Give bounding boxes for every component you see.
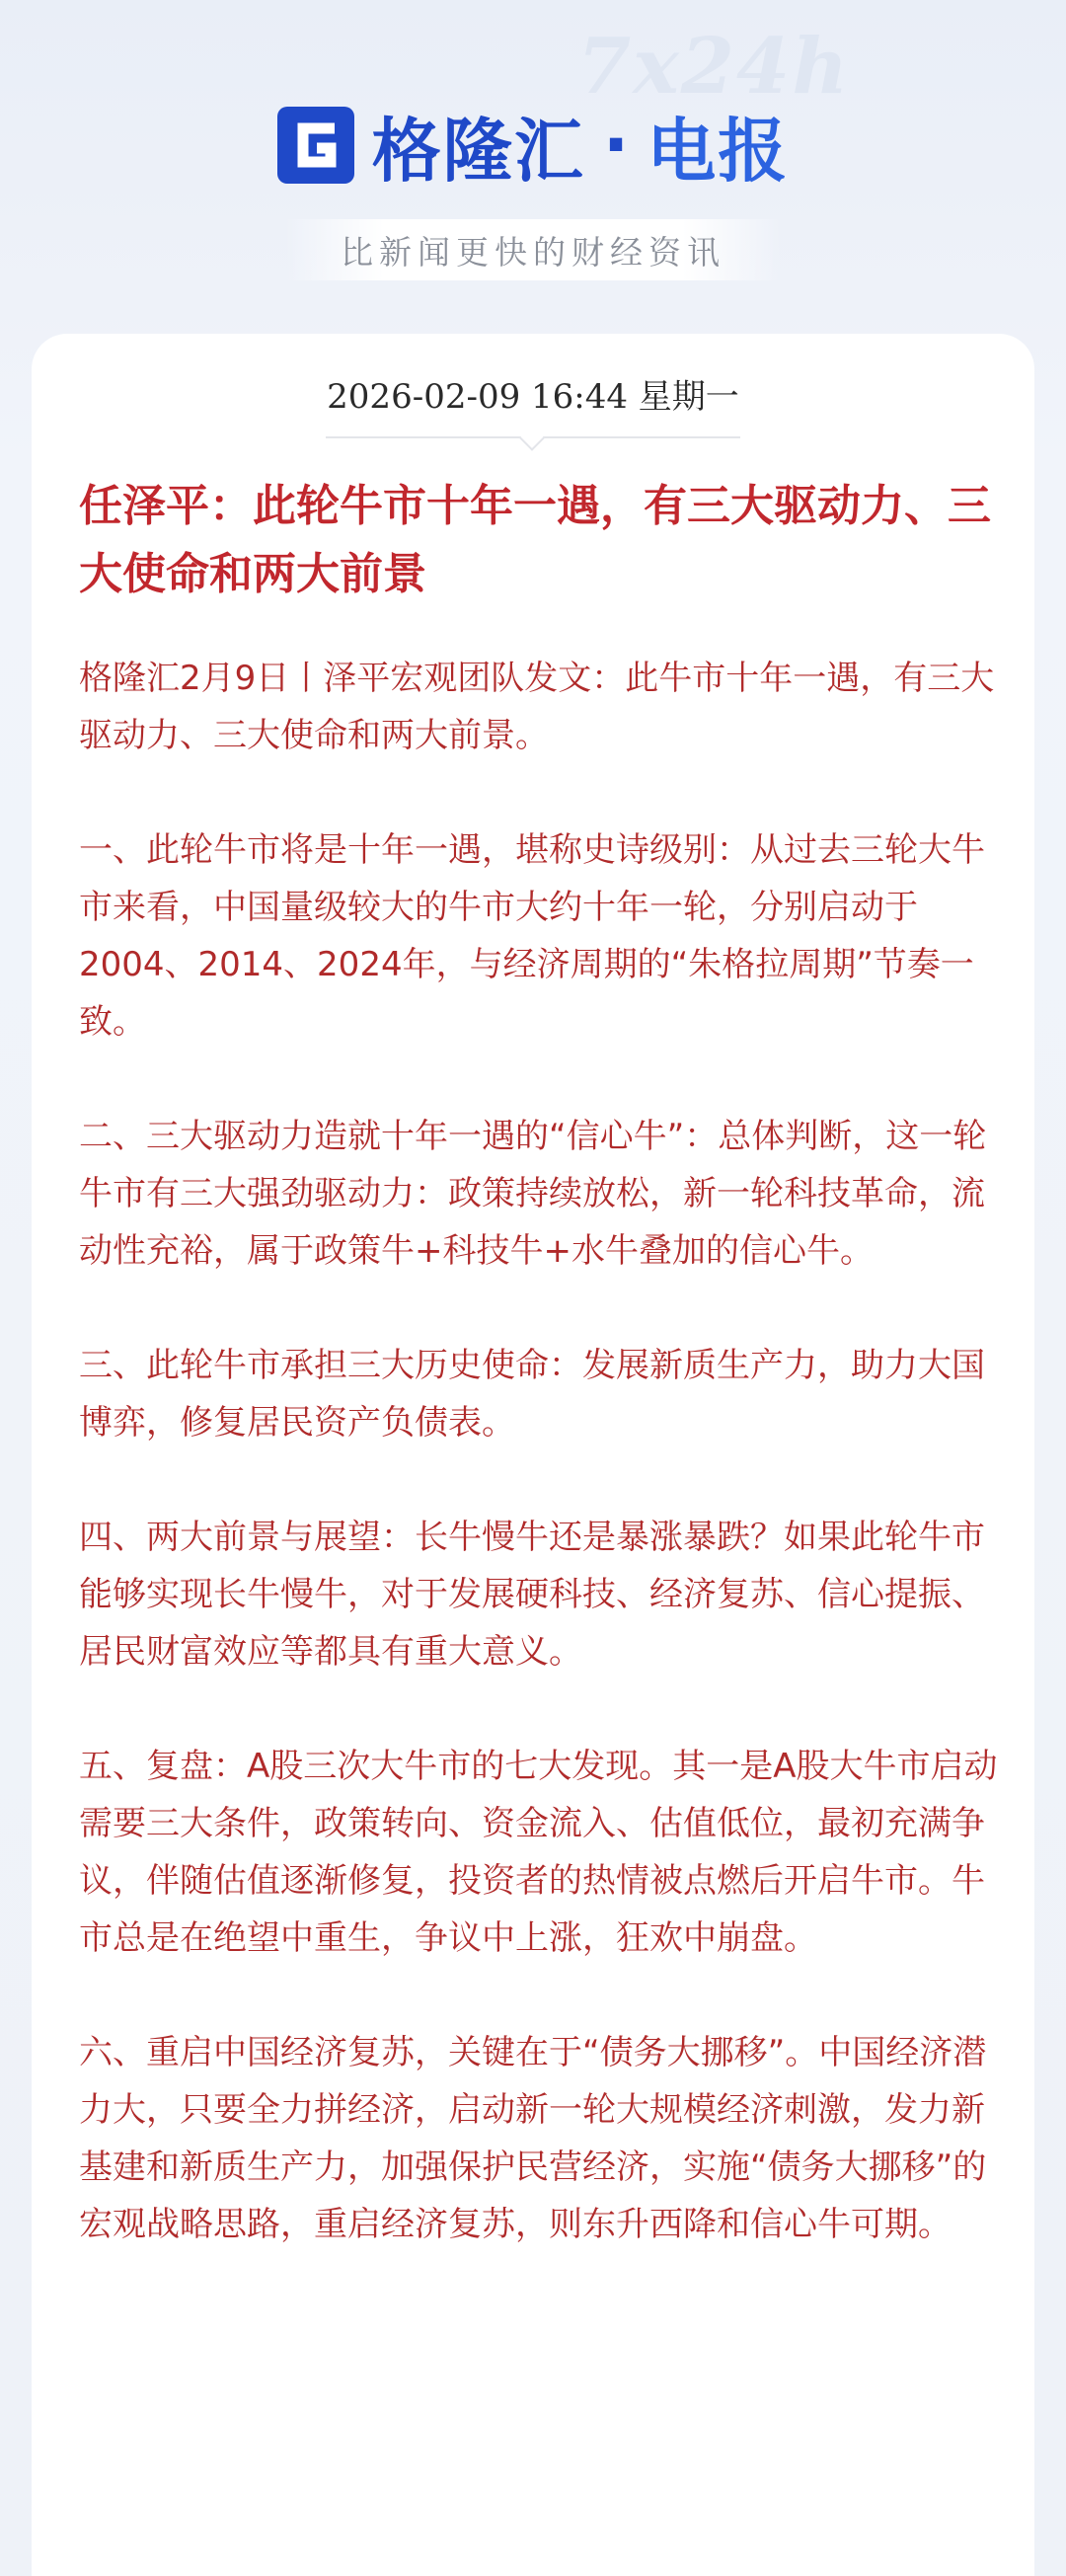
slogan: 比新闻更快的财经资讯 — [341, 232, 725, 272]
paragraph-4: 四、两大前景与展望：长牛慢牛还是暴涨暴跌？如果此轮牛市能够实现长牛慢牛，对于发展硬科技、经济复苏、信心提振、居民财富效应等都具有重大意义。 — [79, 1518, 985, 1672]
divider-notch — [519, 426, 544, 450]
paragraph-intro: 格隆汇2月9日丨泽平宏观团队发文：此牛市十年一遇，有三大驱动力、三大使命和两大前景。 — [79, 659, 995, 755]
brand-name: 格隆汇 — [371, 110, 585, 192]
paragraph-3: 三、此轮牛市承担三大历史使命：发展新质生产力，助力大国博弈，修复居民资产负债表。 — [79, 1346, 985, 1443]
article-body — [79, 650, 1011, 2310]
slogan-bar — [284, 219, 782, 280]
publish-datetime: 2026-02-09 16:44 星期一 — [327, 377, 739, 417]
date-row — [32, 369, 1034, 418]
article-title: 任泽平：此轮牛市十年一遇，有三大驱动力、三大使命和两大前景 — [79, 481, 991, 599]
paragraph-5: 五、复盘：A股三次大牛市的七大发现。其一是A股大牛市启动需要三大条件，政策转向、资金流入、估值低位，最初充满争议，伴随估值逐渐修复，投资者的热情被点燃后开启牛市。牛市总是在绝望中重生，争议中上涨，狂欢中崩盘。 — [79, 1747, 998, 1958]
watermark-7x24h: 7x24h — [577, 22, 851, 112]
paragraph-6: 六、重启中国经济复苏，关键在于“债务大挪移”。中国经济潜力大，只要全力拼经济，启动新一轮大规模经济刺激，发力新基建和新质生产力，加强保护民营经济，实施“债务大挪移”的宏观战略思路，重启经济复苏，则东升西降和信心牛可期。 — [79, 2033, 987, 2244]
paragraph-1: 一、此轮牛市将是十年一遇，堪称史诗级别：从过去三轮大牛市来看，中国量级较大的牛市大约十年一轮，分别启动于2004、2014、2024年，与经济周期的“朱格拉周期”节奏一致。 — [79, 830, 985, 1042]
brand-subtitle: 电报 — [647, 110, 790, 192]
paragraph-2: 二、三大驱动力造就十年一遇的“信心牛”：总体判断，这一轮牛市有三大强劲驱动力：政策持续放松，新一轮科技革命，流动性充裕，属于政策牛+科技牛+水牛叠加的信心牛。 — [79, 1117, 987, 1271]
brand-header — [0, 91, 1066, 199]
brand-separator: · — [602, 105, 630, 186]
gelonghui-logo-icon — [277, 107, 354, 184]
article-card — [32, 334, 1034, 2576]
